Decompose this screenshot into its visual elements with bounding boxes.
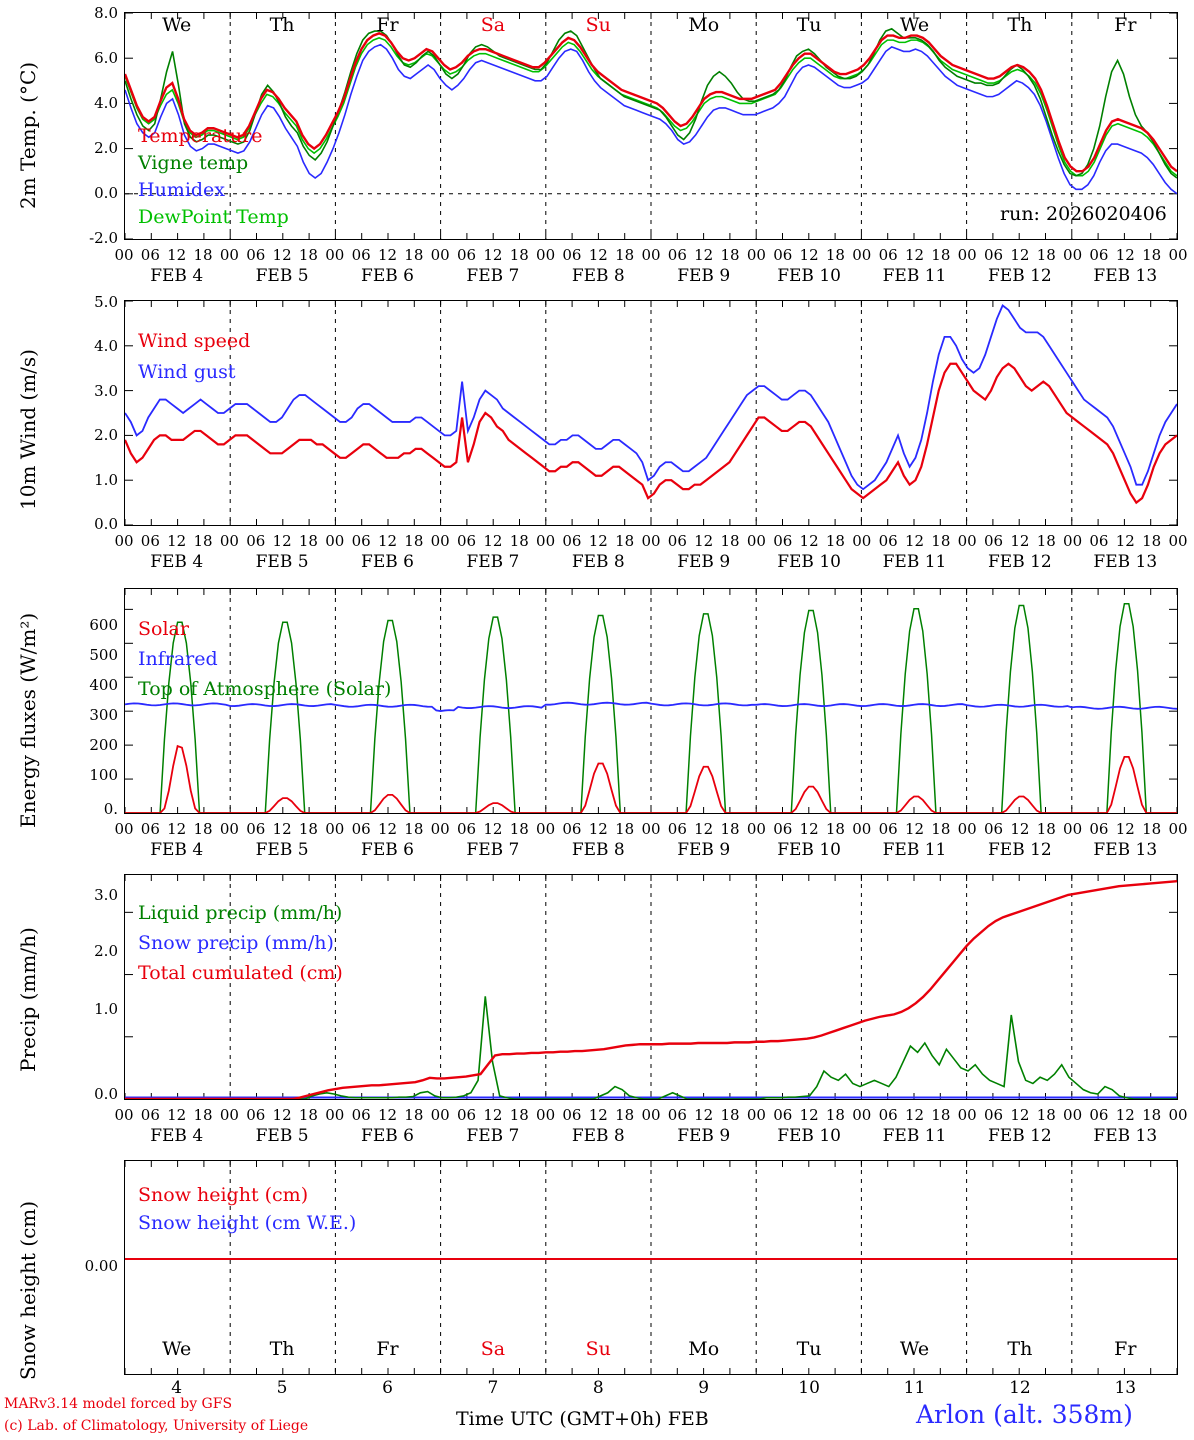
precip-ytick-1: 2.0 <box>94 942 118 960</box>
legend-infrared: Infrared <box>138 648 218 670</box>
legend-total-cumul: Total cumulated (cm) <box>138 962 343 984</box>
hour-tick-label: 12 <box>1115 246 1135 264</box>
hour-tick-label: 18 <box>825 532 845 550</box>
day-of-week-label: Th <box>1007 1338 1033 1360</box>
energy-fluxes-plot <box>124 588 1178 814</box>
wind-plot <box>124 300 1178 526</box>
date-tick-label: FEB 8 <box>571 840 625 860</box>
day-of-week-label: Su <box>585 1338 611 1360</box>
wind-ytick-0: 5.0 <box>94 293 118 311</box>
hour-tick-label: 12 <box>272 820 292 838</box>
date-tick-label: FEB 5 <box>255 266 309 286</box>
hour-tick-label: 06 <box>773 246 793 264</box>
hour-tick-label: 00 <box>1168 1106 1188 1124</box>
hour-tick-label: 00 <box>114 532 134 550</box>
hour-tick-label: 12 <box>694 1106 714 1124</box>
hour-tick-label: 18 <box>1036 820 1056 838</box>
hour-tick-label: 00 <box>852 820 872 838</box>
day-of-week-label: Tu <box>796 14 822 36</box>
day-number-label: 10 <box>798 1378 820 1398</box>
hour-tick-label: 18 <box>720 246 740 264</box>
hour-tick-label: 18 <box>825 246 845 264</box>
date-tick-label: FEB 11 <box>882 266 947 286</box>
date-tick-label: FEB 4 <box>150 840 204 860</box>
day-of-week-label: Fr <box>376 14 399 36</box>
hour-tick-label: 12 <box>588 532 608 550</box>
date-tick-label: FEB 7 <box>466 1126 520 1146</box>
legend-wind-speed: Wind speed <box>138 330 251 352</box>
date-tick-label: FEB 6 <box>361 1126 414 1146</box>
hour-tick-label: 18 <box>1036 532 1056 550</box>
date-tick-label: FEB 12 <box>988 552 1052 572</box>
hour-tick-label: 18 <box>404 532 424 550</box>
date-tick-label: FEB 9 <box>677 840 731 860</box>
hour-tick-label: 18 <box>615 532 635 550</box>
wind-y-axis-label: 10m Wind (m/s) <box>16 349 40 511</box>
hour-tick-label: 18 <box>1142 820 1162 838</box>
hour-tick-label: 12 <box>799 532 819 550</box>
hour-tick-label: 00 <box>114 246 134 264</box>
hour-tick-label: 00 <box>957 820 977 838</box>
footer-model-credit-line2: (c) Lab. of Climatology, University of Liege <box>4 1418 309 1434</box>
hour-tick-label: 06 <box>351 1106 371 1124</box>
day-of-week-label: We <box>899 1338 930 1360</box>
hour-tick-label: 00 <box>536 246 556 264</box>
day-number-label: 12 <box>1009 1378 1031 1398</box>
hour-tick-label: 18 <box>1142 532 1162 550</box>
hour-tick-label: 18 <box>825 820 845 838</box>
date-tick-label: FEB 5 <box>255 840 309 860</box>
hour-tick-label: 00 <box>957 532 977 550</box>
hour-tick-label: 12 <box>167 1106 187 1124</box>
hour-tick-label: 12 <box>1115 1106 1135 1124</box>
legend-vigne-temp: Vigne temp <box>138 152 249 174</box>
date-tick-label: FEB 4 <box>150 1126 204 1146</box>
date-tick-label: FEB 5 <box>255 552 309 572</box>
temp-ytick-0: 8.0 <box>94 4 118 22</box>
date-tick-label: FEB 7 <box>466 840 520 860</box>
hour-tick-label: 12 <box>799 246 819 264</box>
hour-tick-label: 12 <box>377 246 398 264</box>
date-tick-label: FEB 6 <box>361 266 414 286</box>
hour-tick-label: 00 <box>957 246 977 264</box>
hour-tick-label: 18 <box>193 532 213 550</box>
legend-wind-gust: Wind gust <box>138 361 236 383</box>
hour-tick-label: 12 <box>588 1106 608 1124</box>
flux-ytick-3: 300 <box>89 706 118 724</box>
wind-ytick-5: 0.0 <box>94 515 118 533</box>
hour-tick-label: 00 <box>114 820 134 838</box>
day-of-week-label: Su <box>585 14 611 36</box>
hour-tick-label: 06 <box>457 532 477 550</box>
footer-station-name: Arlon (alt. 358m) <box>916 1400 1133 1429</box>
hour-tick-label: 00 <box>1063 820 1083 838</box>
hour-tick-label: 12 <box>904 820 925 838</box>
hour-tick-label: 00 <box>325 820 345 838</box>
snow-ytick-0: 0.00 <box>84 1257 118 1275</box>
hour-tick-label: 00 <box>852 246 872 264</box>
date-tick-label: FEB 12 <box>988 1126 1052 1146</box>
day-number-label: 13 <box>1114 1378 1137 1398</box>
hour-tick-label: 00 <box>325 532 345 550</box>
hour-tick-label: 18 <box>825 1106 845 1124</box>
precip-ytick-0: 3.0 <box>94 886 118 904</box>
date-tick-label: FEB 11 <box>882 552 947 572</box>
date-tick-label: FEB 9 <box>677 1126 731 1146</box>
day-of-week-label: Th <box>269 14 295 36</box>
wind-ytick-1: 4.0 <box>94 337 118 355</box>
legend-temperature: Temperature <box>138 125 263 147</box>
hour-tick-label: 18 <box>404 246 424 264</box>
date-tick-label: FEB 4 <box>150 552 204 572</box>
hour-tick-label: 18 <box>1142 1106 1162 1124</box>
hour-tick-label: 12 <box>694 532 714 550</box>
wind-ytick-2: 3.0 <box>94 382 118 400</box>
date-tick-label: FEB 11 <box>882 840 947 860</box>
precip-y-axis-label: Precip (mm/h) <box>16 927 40 1073</box>
legend-snow-height: Snow height (cm) <box>138 1184 309 1206</box>
date-tick-label: FEB 6 <box>361 840 414 860</box>
flux-ytick-2: 400 <box>89 676 118 694</box>
date-tick-label: FEB 8 <box>571 1126 625 1146</box>
hour-tick-label: 06 <box>984 820 1004 838</box>
hour-tick-label: 06 <box>351 532 371 550</box>
flux-ytick-6: 0. <box>103 800 118 818</box>
legend-snow-height-we: Snow height (cm W.E.) <box>138 1212 357 1234</box>
hour-tick-label: 18 <box>509 532 529 550</box>
day-number-label: 8 <box>592 1378 604 1398</box>
hour-tick-label: 18 <box>193 1106 213 1124</box>
hour-tick-label: 12 <box>694 246 714 264</box>
date-tick-label: FEB 10 <box>777 552 841 572</box>
date-tick-label: FEB 6 <box>361 552 414 572</box>
hour-tick-label: 06 <box>984 532 1004 550</box>
hour-tick-label: 12 <box>167 820 187 838</box>
hour-tick-label: 12 <box>694 820 714 838</box>
day-number-label: 4 <box>171 1378 183 1398</box>
hour-tick-label: 12 <box>1010 532 1030 550</box>
hour-tick-label: 06 <box>246 532 266 550</box>
date-tick-label: FEB 11 <box>882 1126 947 1146</box>
hour-tick-label: 06 <box>562 1106 582 1124</box>
date-tick-label: FEB 7 <box>466 552 520 572</box>
hour-tick-label: 18 <box>931 246 951 264</box>
hour-tick-label: 12 <box>272 1106 292 1124</box>
hour-tick-label: 12 <box>167 532 187 550</box>
hour-tick-label: 12 <box>483 1106 503 1124</box>
hour-tick-label: 12 <box>904 532 925 550</box>
hour-tick-label: 00 <box>219 820 239 838</box>
hour-tick-label: 18 <box>298 820 318 838</box>
hour-tick-label: 06 <box>773 1106 793 1124</box>
hour-tick-label: 12 <box>1010 1106 1030 1124</box>
hour-tick-label: 18 <box>615 1106 635 1124</box>
day-number-label: 6 <box>382 1378 393 1398</box>
temp-ytick-5: -2.0 <box>89 229 118 247</box>
flux-y-axis-label: Energy fluxes (W/m²) <box>16 612 40 828</box>
day-of-week-label: We <box>162 1338 192 1360</box>
hour-tick-label: 00 <box>219 532 239 550</box>
hour-tick-label: 00 <box>536 820 556 838</box>
hour-tick-label: 18 <box>1142 246 1162 264</box>
hour-tick-label: 18 <box>1036 1106 1056 1124</box>
hour-tick-label: 12 <box>377 820 398 838</box>
hour-tick-label: 12 <box>1010 820 1030 838</box>
hour-tick-label: 00 <box>1168 246 1188 264</box>
footer-model-credit-line1: MARv3.14 model forced by GFS <box>4 1396 233 1412</box>
flux-ytick-1: 500 <box>89 646 118 664</box>
day-of-week-label: Th <box>1007 14 1033 36</box>
hour-tick-label: 12 <box>588 820 608 838</box>
hour-tick-label: 06 <box>1089 1106 1109 1124</box>
day-of-week-label: We <box>162 14 192 36</box>
snow-y-axis-label: Snow height (cm) <box>16 1200 40 1380</box>
hour-tick-label: 06 <box>140 1106 160 1124</box>
wind-ytick-3: 2.0 <box>94 426 118 444</box>
day-of-week-label: Mo <box>688 14 720 36</box>
hour-tick-label: 00 <box>641 532 661 550</box>
flux-ytick-4: 200 <box>89 736 118 754</box>
date-tick-label: FEB 13 <box>1093 552 1158 572</box>
day-of-week-label: Fr <box>1114 14 1137 36</box>
day-of-week-label: Tu <box>796 1338 822 1360</box>
hour-tick-label: 06 <box>667 532 687 550</box>
temp-ytick-3: 2.0 <box>94 139 118 157</box>
run-label: run: 2026020406 <box>1000 203 1167 225</box>
hour-tick-label: 12 <box>904 246 925 264</box>
date-tick-label: FEB 4 <box>150 266 204 286</box>
hour-tick-label: 18 <box>720 820 740 838</box>
precip-ytick-2: 1.0 <box>94 1000 118 1018</box>
hour-tick-label: 00 <box>1168 820 1188 838</box>
date-tick-label: FEB 5 <box>255 1126 309 1146</box>
date-tick-label: FEB 8 <box>571 266 625 286</box>
hour-tick-label: 18 <box>931 820 951 838</box>
hour-tick-label: 18 <box>298 532 318 550</box>
hour-tick-label: 06 <box>457 1106 477 1124</box>
hour-tick-label: 06 <box>457 820 477 838</box>
hour-tick-label: 00 <box>957 1106 977 1124</box>
hour-tick-label: 00 <box>852 1106 872 1124</box>
hour-tick-label: 00 <box>746 532 766 550</box>
hour-tick-label: 00 <box>430 246 450 264</box>
hour-tick-label: 12 <box>1115 820 1135 838</box>
hour-tick-label: 12 <box>272 246 292 264</box>
hour-tick-label: 18 <box>615 246 635 264</box>
date-tick-label: FEB 9 <box>677 552 731 572</box>
hour-tick-label: 00 <box>1063 532 1083 550</box>
hour-tick-label: 12 <box>799 1106 819 1124</box>
date-tick-label: FEB 9 <box>677 266 731 286</box>
date-tick-label: FEB 8 <box>571 552 625 572</box>
hour-tick-label: 18 <box>193 820 213 838</box>
temp-ytick-2: 4.0 <box>94 94 118 112</box>
hour-tick-label: 00 <box>1063 1106 1083 1124</box>
day-of-week-label: Fr <box>376 1338 399 1360</box>
date-tick-label: FEB 10 <box>777 840 841 860</box>
hour-tick-label: 12 <box>1010 246 1030 264</box>
day-of-week-label: Sa <box>480 14 506 36</box>
hour-tick-label: 18 <box>193 246 213 264</box>
hour-tick-label: 06 <box>878 532 898 550</box>
hour-tick-label: 06 <box>1089 246 1109 264</box>
hour-tick-label: 18 <box>404 820 424 838</box>
hour-tick-label: 12 <box>799 820 819 838</box>
legend-snow-precip: Snow precip (mm/h) <box>138 932 334 954</box>
hour-tick-label: 00 <box>325 1106 345 1124</box>
hour-tick-label: 12 <box>483 820 503 838</box>
flux-ytick-5: 100 <box>89 766 118 784</box>
date-tick-label: FEB 12 <box>988 266 1052 286</box>
date-tick-label: FEB 10 <box>777 266 841 286</box>
hour-tick-label: 12 <box>588 246 608 264</box>
legend-solar: Solar <box>138 618 189 640</box>
legend-liquid-precip: Liquid precip (mm/h) <box>138 902 343 924</box>
hour-tick-label: 12 <box>483 246 503 264</box>
hour-tick-label: 06 <box>878 246 898 264</box>
hour-tick-label: 18 <box>509 246 529 264</box>
hour-tick-label: 00 <box>430 1106 450 1124</box>
hour-tick-label: 06 <box>562 820 582 838</box>
day-of-week-label: We <box>899 14 930 36</box>
hour-tick-label: 06 <box>1089 532 1109 550</box>
hour-tick-label: 06 <box>351 820 371 838</box>
hour-tick-label: 00 <box>746 1106 766 1124</box>
hour-tick-label: 06 <box>667 1106 687 1124</box>
date-tick-label: FEB 12 <box>988 840 1052 860</box>
date-tick-label: FEB 7 <box>466 266 520 286</box>
hour-tick-label: 06 <box>984 246 1004 264</box>
hour-tick-label: 06 <box>878 1106 898 1124</box>
hour-tick-label: 00 <box>852 532 872 550</box>
hour-tick-label: 00 <box>430 532 450 550</box>
date-tick-label: FEB 13 <box>1093 840 1158 860</box>
hour-tick-label: 06 <box>667 246 687 264</box>
hour-tick-label: 18 <box>931 532 951 550</box>
hour-tick-label: 00 <box>219 1106 239 1124</box>
hour-tick-label: 06 <box>773 820 793 838</box>
hour-tick-label: 12 <box>1115 532 1135 550</box>
day-number-label: 5 <box>276 1378 288 1398</box>
hour-tick-label: 06 <box>246 246 266 264</box>
hour-tick-label: 18 <box>720 532 740 550</box>
hour-tick-label: 06 <box>457 246 477 264</box>
hour-tick-label: 18 <box>720 1106 740 1124</box>
day-of-week-label: Fr <box>1114 1338 1137 1360</box>
hour-tick-label: 06 <box>562 246 582 264</box>
day-of-week-label: Sa <box>480 1338 506 1360</box>
hour-tick-label: 12 <box>904 1106 925 1124</box>
date-tick-label: FEB 13 <box>1093 1126 1158 1146</box>
hour-tick-label: 06 <box>140 532 160 550</box>
day-number-label: 11 <box>903 1378 926 1398</box>
hour-tick-label: 00 <box>430 820 450 838</box>
legend-toa: Top of Atmosphere (Solar) <box>138 678 392 700</box>
legend-dewpoint-temp: DewPoint Temp <box>138 206 289 228</box>
day-of-week-label: Th <box>269 1338 295 1360</box>
hour-tick-label: 06 <box>246 820 266 838</box>
hour-tick-label: 18 <box>298 246 318 264</box>
hour-tick-label: 00 <box>746 820 766 838</box>
hour-tick-label: 12 <box>272 532 292 550</box>
temp-ytick-4: 0.0 <box>94 184 118 202</box>
hour-tick-label: 00 <box>641 820 661 838</box>
legend-humidex: Humidex <box>138 179 226 201</box>
hour-tick-label: 18 <box>1036 246 1056 264</box>
hour-tick-label: 00 <box>641 246 661 264</box>
hour-tick-label: 00 <box>641 1106 661 1124</box>
hour-tick-label: 00 <box>114 1106 134 1124</box>
hour-tick-label: 12 <box>377 1106 398 1124</box>
hour-tick-label: 06 <box>984 1106 1004 1124</box>
hour-tick-label: 06 <box>667 820 687 838</box>
temp-y-axis-label: 2m Temp. (°C) <box>16 61 40 209</box>
hour-tick-label: 06 <box>878 820 898 838</box>
hour-tick-label: 06 <box>140 820 160 838</box>
day-number-label: 7 <box>487 1378 499 1398</box>
date-tick-label: FEB 10 <box>777 1126 841 1146</box>
hour-tick-label: 06 <box>1089 820 1109 838</box>
wind-ytick-4: 1.0 <box>94 471 118 489</box>
hour-tick-label: 18 <box>615 820 635 838</box>
footer-time-axis-label: Time UTC (GMT+0h) FEB <box>456 1408 709 1430</box>
hour-tick-label: 00 <box>536 532 556 550</box>
precip-ytick-3: 0.0 <box>94 1085 118 1103</box>
hour-tick-label: 00 <box>1063 246 1083 264</box>
hour-tick-label: 18 <box>931 1106 951 1124</box>
hour-tick-label: 06 <box>773 532 793 550</box>
day-number-label: 9 <box>698 1378 710 1398</box>
hour-tick-label: 06 <box>140 246 160 264</box>
day-of-week-label: Mo <box>688 1338 720 1360</box>
hour-tick-label: 00 <box>536 1106 556 1124</box>
hour-tick-label: 06 <box>562 532 582 550</box>
hour-tick-label: 18 <box>298 1106 318 1124</box>
hour-tick-label: 18 <box>404 1106 424 1124</box>
hour-tick-label: 00 <box>219 246 239 264</box>
hour-tick-label: 06 <box>246 1106 266 1124</box>
temp-ytick-1: 6.0 <box>94 49 118 67</box>
hour-tick-label: 18 <box>509 820 529 838</box>
hour-tick-label: 00 <box>325 246 345 264</box>
date-tick-label: FEB 13 <box>1093 266 1158 286</box>
hour-tick-label: 12 <box>483 532 503 550</box>
hour-tick-label: 12 <box>167 246 187 264</box>
hour-tick-label: 00 <box>1168 532 1188 550</box>
hour-tick-label: 00 <box>746 246 766 264</box>
hour-tick-label: 06 <box>351 246 371 264</box>
flux-ytick-0: 600 <box>89 616 118 634</box>
hour-tick-label: 18 <box>509 1106 529 1124</box>
hour-tick-label: 12 <box>377 532 398 550</box>
